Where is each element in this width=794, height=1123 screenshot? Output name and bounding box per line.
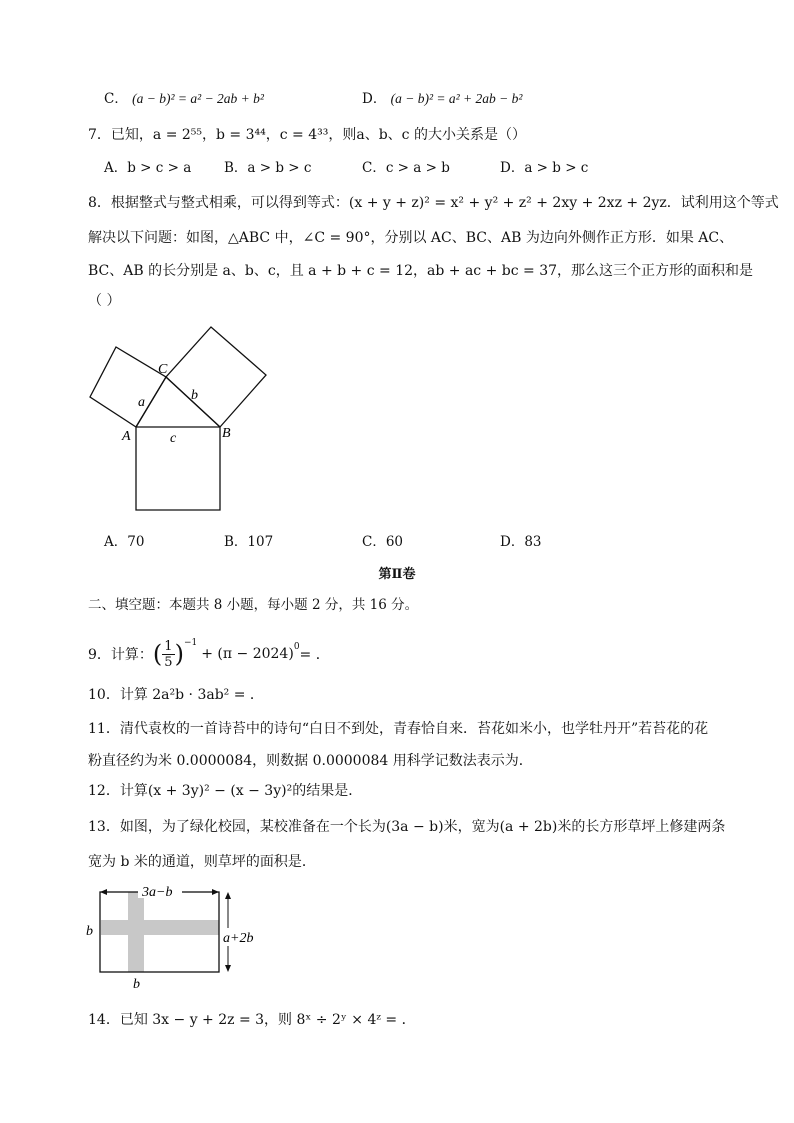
top-label: 3a−b xyxy=(142,885,173,900)
vertical-path xyxy=(128,892,144,972)
q8-line-3: BC、AB 的长分别是 a、b、c，且 a + b + c = 12，ab + ac + bc = 37，那么这三个正方形的面积和是 xyxy=(88,263,754,279)
q6-option-d-label: D． xyxy=(362,91,387,107)
q9-left-paren: ( xyxy=(152,640,163,668)
q13-line-1: 13．如图，为了绿化校园，某校准备在一个长为(3a − b)米，宽为(a + 2b)米的长方形草坪上修建两条 xyxy=(88,819,726,835)
triangle-abc xyxy=(136,377,220,427)
horizontal-path xyxy=(101,920,219,935)
q7-option-c: C．c > a > b xyxy=(362,160,450,176)
bottom-label: b xyxy=(133,977,140,992)
q14: 14．已知 3x − y + 2z = 3，则 8ˣ ÷ 2ʸ × 4ᶻ = ． xyxy=(88,1012,416,1028)
q12: 12．计算(x + 3y)² − (x − 3y)²的结果是． xyxy=(88,783,363,799)
label-side-a: a xyxy=(138,395,145,410)
q6-option-c-expr: (a − b)² = a² − 2ab + b² xyxy=(132,91,264,106)
q9-rest: + (π − 2024) xyxy=(201,646,294,662)
q9-fraction xyxy=(162,639,174,670)
q11-line-1: 11．清代袁枚的一首诗苔中的诗句“白日不到处，青春恰自来．苔花如米小，也学牡丹开”若苔花的花 xyxy=(88,721,709,737)
q9-right-paren: ) xyxy=(174,640,184,668)
q13-line-2: 宽为 b 米的通道，则草坪的面积是． xyxy=(88,854,316,870)
q8-line-4: （ ） xyxy=(88,293,121,309)
label-side-c: c xyxy=(170,431,177,446)
q9-exp1: −1 xyxy=(183,638,198,648)
q8-option-d: D．83 xyxy=(500,534,542,550)
label-a-vertex: A xyxy=(122,429,131,444)
q6-option-c xyxy=(104,87,264,107)
q6-option-c-label: C． xyxy=(104,91,128,107)
left-label: b xyxy=(86,924,93,939)
top-arrow-right xyxy=(212,889,219,895)
q8-option-b: B．107 xyxy=(224,534,274,550)
right-label: a+2b xyxy=(223,931,254,946)
label-side-b: b xyxy=(191,388,198,403)
right-arrow-bottom xyxy=(225,965,231,972)
q9-prefix: 9．计算： xyxy=(88,647,153,663)
label-c-vertex: C xyxy=(158,362,168,377)
top-arrow-left xyxy=(100,889,107,895)
label-b-vertex: B xyxy=(222,426,231,441)
q9-tail: = ． xyxy=(299,647,330,663)
q6-option-d xyxy=(362,87,522,107)
q8-option-a: A．70 xyxy=(104,534,145,550)
q7-stem: 7．已知，a = 2⁵⁵，b = 3⁴⁴，c = 4³³，则a、b、c 的大小关系是（） xyxy=(88,127,526,143)
q13-lawn-figure xyxy=(80,882,280,992)
section-header: 二、填空题：本题共 8 小题，每小题 2 分，共 16 分。 xyxy=(88,597,419,613)
q8-option-c: C．60 xyxy=(362,534,404,550)
q10: 10．计算 2a²b · 3ab² = ． xyxy=(88,687,264,703)
section-title: 第Ⅱ卷 xyxy=(378,567,416,582)
q9 xyxy=(88,636,330,672)
q7-option-d: D．a > b > c xyxy=(500,160,589,176)
q7-option-a: A．b > c > a xyxy=(104,160,192,176)
square-on-ac xyxy=(90,347,166,427)
q9-frac-den: 5 xyxy=(164,654,173,670)
q7-option-b: B．a > b > c xyxy=(224,160,312,176)
right-arrow-top xyxy=(225,892,231,899)
q6-option-d-expr: (a − b)² = a² + 2ab − b² xyxy=(390,91,523,106)
q9-frac-num: 1 xyxy=(164,638,173,654)
q11-line-2: 粉直径约为米 0.0000084，则数据 0.0000084 用科学记数法表示为． xyxy=(88,753,533,769)
q9-exp2: 0 xyxy=(293,642,300,652)
q8-line-2: 解决以下问题：如图，△ABC 中，∠C = 90°，分别以 AC、BC、AB 为边向外侧作正方形．如果 AC、 xyxy=(88,230,734,246)
q8-triangle-squares-figure xyxy=(80,320,280,520)
square-on-bc xyxy=(166,327,266,427)
q8-line-1: 8．根据整式与整式相乘，可以得到等式：(x + y + z)² = x² + y² + z² + 2xy + 2xz + 2yz．试利用这个等式 xyxy=(88,195,779,211)
square-on-ab xyxy=(136,427,220,510)
